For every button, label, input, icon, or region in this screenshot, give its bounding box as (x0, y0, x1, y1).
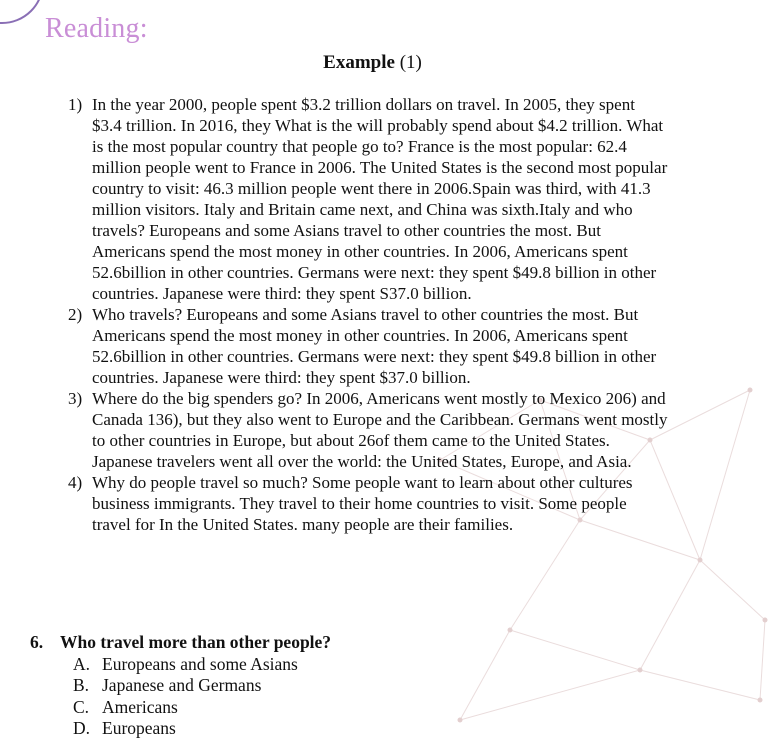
example-title (0, 52, 745, 74)
paragraph-4 (68, 472, 668, 535)
answer-options (30, 654, 730, 740)
paragraph-number: 1) (68, 95, 83, 114)
option-letter: C. (73, 696, 90, 717)
paragraph-number: 2) (68, 305, 83, 324)
question-block (30, 632, 730, 740)
reading-passage (68, 94, 668, 535)
corner-arc-decoration-icon (0, 0, 44, 24)
option-letter: D. (73, 718, 91, 738)
question-stem (30, 632, 730, 654)
option-text: Europeans and some Asians (102, 653, 298, 674)
paragraph-1 (68, 94, 668, 304)
paragraph-number: 4) (68, 473, 83, 492)
option-a[interactable] (73, 654, 730, 676)
section-heading: Reading: (45, 13, 148, 44)
option-c[interactable] (73, 697, 730, 719)
paragraph-3 (68, 388, 668, 472)
paragraph-text: In the year 2000, people spent $3.2 trillion dollars on travel. In 2005, they spent $3.4 trillion. In 2016, they What is the will probably spend about $4.2 trillion. What is the most popular country that people go to? France is the most popular: 62.4 million people went to France in 2006. The United States is the second most popular country to visit: 46.3 million people went there in 2006.Spain was third, with 41.3 million visitors. Italy and Britain came next, and China was sixth.Italy and who travels? Europeans and some Asians travel to other countries the most. But Americans spend the most money in other countries. In 2006, Americans spent 52.6billion in other countries. Germans were next: they spent $49.8 billion in other countries. Japanese were third: they spent S37.0 billion. (92, 95, 668, 303)
option-b[interactable] (73, 675, 730, 697)
paragraph-text: Who travels? Europeans and some Asians travel to other countries the most. But Americans spend the most money in other countries. In 2006, Americans spent 52.6billion in other countries. Germans were next: they spent $49.8 billion in other countries. Japanese were third: they spent $37.0 billion. (92, 305, 657, 387)
option-d[interactable] (73, 718, 730, 740)
example-number: (1) (399, 52, 422, 73)
option-text: Americans (102, 696, 178, 717)
paragraph-number: 3) (68, 389, 83, 408)
option-text: Japanese and Germans (102, 675, 262, 695)
question-text: Who travel more than other people? (60, 632, 332, 652)
paragraph-text: Why do people travel so much? Some people want to learn about other cultures business immigrants. They travel to their home countries to visit. Some people travel for In the United States. many people are their families. (92, 473, 633, 534)
paragraph-2 (68, 304, 668, 388)
option-text: Europeans (102, 718, 176, 738)
option-letter: A. (73, 653, 91, 674)
example-title-text: Example (323, 52, 395, 73)
paragraph-text: Where do the big spenders go? In 2006, Americans went mostly to Mexico 206) and Canada 136), but they also went to Europe and the Caribbean. Germans went mostly to other countries in Europe, but about 26of them came to the United States. Japanese travelers went all over the world: the United States, Europe, and Asia. (92, 389, 668, 471)
option-letter: B. (73, 675, 90, 695)
question-number: 6. (30, 632, 44, 652)
